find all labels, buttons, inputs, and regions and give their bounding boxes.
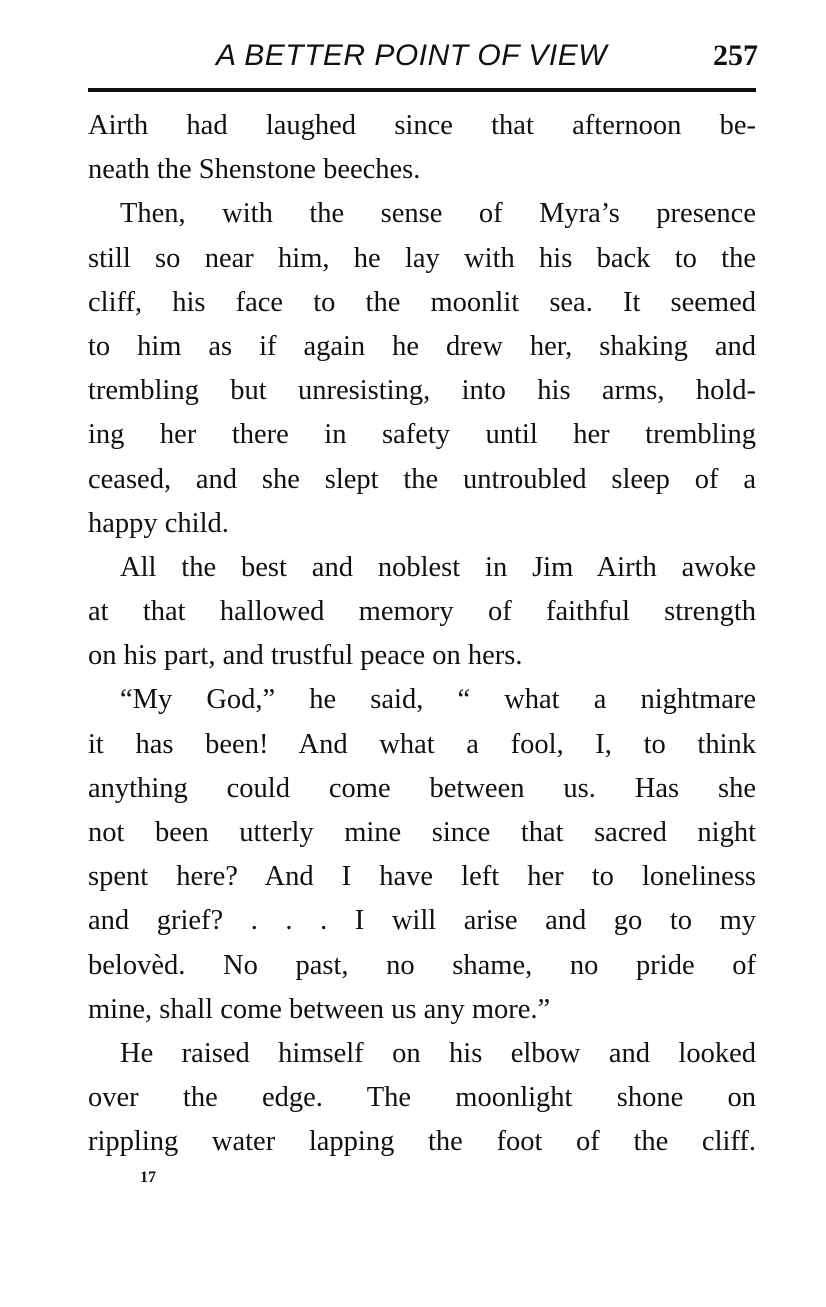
text-line: cliff, his face to the moonlit sea. It seemed [88, 286, 756, 318]
running-head [88, 36, 760, 76]
text-line: belovèd. No past, no shame, no pride of [88, 949, 756, 981]
text-line: He raised himself on his elbow and looked [120, 1037, 756, 1069]
text-line: neath the Shenstone beeches. [88, 154, 421, 186]
text-line: still so near him, he lay with his back to the [88, 242, 756, 274]
text-line: happy child. [88, 507, 229, 539]
text-line: over the edge. The moonlight shone on [88, 1082, 756, 1114]
text-line: at that hallowed memory of faithful strength [88, 596, 756, 628]
text-line: anything could come between us. Has she [88, 772, 756, 804]
text-line: “My God,” he said, “ what a nightmare [120, 684, 756, 716]
text-line: and grief? . . . I will arise and go to my [88, 905, 756, 937]
header-rule [88, 88, 756, 92]
running-title: A BETTER POINT OF VIEW [216, 39, 608, 72]
text-line: trembling but unresisting, into his arms, hold- [88, 375, 756, 407]
text-line: Then, with the sense of Myra’s presence [120, 198, 756, 230]
text-line: rippling water lapping the foot of the cliff. [88, 1126, 756, 1158]
text-line: mine, shall come between us any more.” [88, 993, 551, 1025]
text-line: to him as if again he drew her, shaking and [88, 330, 756, 362]
text-line: ceased, and she slept the untroubled sleep of a [88, 463, 756, 495]
text-line: ing her there in safety until her trembling [88, 419, 756, 451]
text-line: on his part, and trustful peace on hers. [88, 640, 523, 672]
text-line: not been utterly mine since that sacred night [88, 817, 756, 848]
signature-mark: 17 [140, 1169, 156, 1186]
text-line: it has been! And what a fool, I, to think [88, 728, 756, 760]
text-line: All the best and noblest in Jim Airth awoke [120, 551, 756, 583]
text-line: Airth had laughed since that afternoon be- [88, 110, 756, 141]
page-number: 257 [713, 39, 758, 72]
body-text [88, 104, 756, 1165]
text-line: spent here? And I have left her to loneliness [88, 861, 756, 893]
